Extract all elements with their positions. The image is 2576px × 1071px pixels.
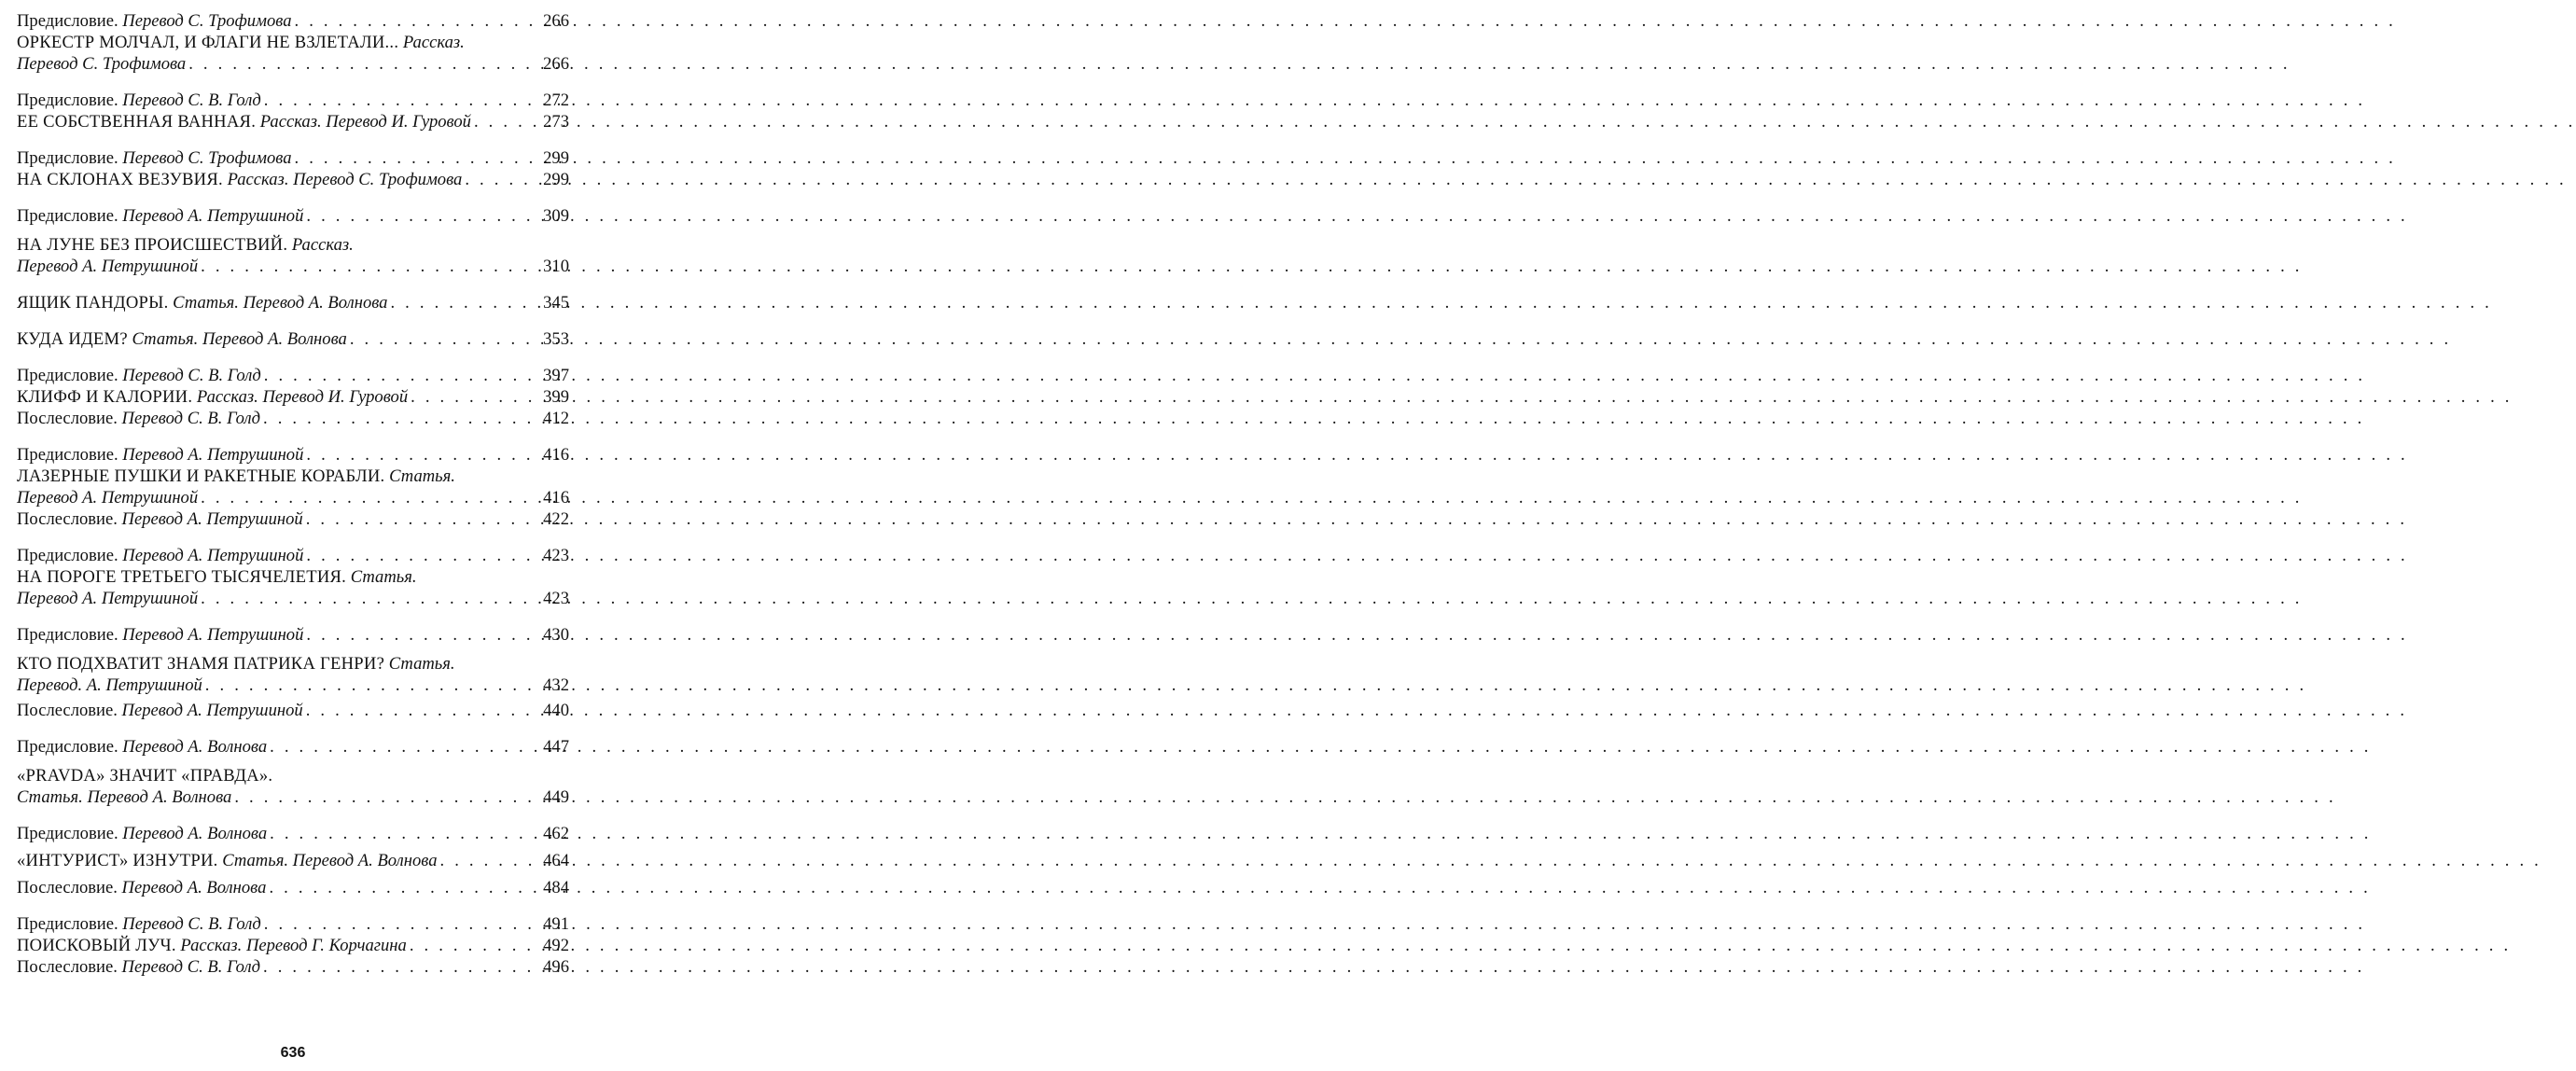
entry-page: 423 <box>543 546 569 565</box>
entry-label: Предисловие. <box>17 366 123 385</box>
toc-entry <box>17 823 569 844</box>
dot-leader <box>306 508 540 530</box>
entry-translator: Статья. Перевод А. Волнова <box>222 851 438 870</box>
entry-page: 299 <box>543 148 569 168</box>
entry-title: ЯЩИК ПАНДОРЫ. <box>17 293 169 313</box>
entry-title: НА СКЛОНАХ ВЕЗУВИЯ. <box>17 170 223 189</box>
entry-page: 266 <box>543 11 569 31</box>
toc-entry <box>17 169 569 190</box>
entry-page: 430 <box>543 625 569 645</box>
dot-leader <box>474 111 540 132</box>
toc-entry <box>17 508 569 530</box>
dot-leader <box>201 256 540 277</box>
entry-page: 345 <box>543 293 569 313</box>
toc-entry <box>17 545 569 566</box>
entry-label: Послесловие. <box>17 957 122 977</box>
toc-entry <box>17 786 569 808</box>
entry-translator: Перевод. А. Петрушиной <box>17 675 202 695</box>
entry-label: Послесловие. <box>17 509 122 529</box>
entry-page: 447 <box>543 737 569 757</box>
toc-entry <box>17 32 569 53</box>
dot-leader <box>440 850 541 871</box>
entry-translator: Перевод А. Петрушиной <box>122 546 304 565</box>
entry-translator: Статья. <box>389 466 455 486</box>
entry-translator: Перевод С. В. Голд <box>122 90 261 110</box>
entry-translator: Перевод С. В. Голд <box>122 366 261 385</box>
toc-entry <box>17 675 569 696</box>
toc-entry <box>17 935 569 956</box>
toc-entry <box>17 466 569 487</box>
toc-entry <box>17 111 569 132</box>
dot-leader <box>390 292 540 313</box>
toc-entry <box>17 365 569 386</box>
entry-title: КУДА ИДЕМ? <box>17 329 128 349</box>
toc-entry <box>17 653 569 675</box>
toc-entry <box>17 566 569 588</box>
entry-page: 449 <box>543 787 569 807</box>
entry-translator: Перевод А. Петрушиной <box>122 445 304 465</box>
dot-leader <box>306 700 540 721</box>
dot-leader <box>350 328 540 350</box>
entry-title: КТО ПОДХВАТИТ ЗНАМЯ ПАТРИКА ГЕНРИ? <box>17 654 385 674</box>
entry-page: 462 <box>543 824 569 843</box>
entry-page: 492 <box>543 936 569 955</box>
toc-entry <box>17 588 569 609</box>
toc-entry <box>17 444 569 466</box>
entry-translator: Рассказ. Перевод С. Трофимова <box>227 170 463 189</box>
entry-page: 432 <box>543 675 569 695</box>
dot-leader <box>264 365 540 386</box>
toc-entry <box>17 256 569 277</box>
entry-page: 299 <box>543 170 569 189</box>
entry-translator: Перевод С. Трофимова <box>122 11 292 31</box>
entry-translator: Перевод А. Петрушиной <box>17 488 199 508</box>
entry-label: Послесловие. <box>17 878 122 897</box>
entry-translator: Статья. Перевод А. Волнова <box>132 329 347 349</box>
entry-title: ОРКЕСТР МОЛЧАЛ, И ФЛАГИ НЕ ВЗЛЕТАЛИ... <box>17 33 399 52</box>
dot-leader <box>264 913 540 935</box>
entry-translator: Перевод А. Петрушиной <box>121 701 303 720</box>
entry-page: 440 <box>543 701 569 720</box>
dot-leader <box>201 588 540 609</box>
entry-translator: Перевод С. Трофимова <box>17 54 187 74</box>
dot-leader <box>306 545 540 566</box>
entry-label: Предисловие. <box>17 737 123 757</box>
entry-label: Предисловие. <box>17 206 123 226</box>
entry-label: Предисловие. <box>17 824 123 843</box>
dot-leader <box>270 736 540 758</box>
entry-page: 309 <box>543 206 569 226</box>
toc-entry <box>17 328 569 350</box>
entry-page: 412 <box>543 409 569 428</box>
entry-page: 496 <box>543 957 569 977</box>
dot-leader <box>269 877 540 898</box>
entry-translator: Статья. Перевод А. Волнова <box>173 293 388 313</box>
entry-title: «PRAVDA» ЗНАЧИТ «ПРАВДА». <box>17 766 273 786</box>
entry-title: ЛАЗЕРНЫЕ ПУШКИ И РАКЕТНЫЕ КОРАБЛИ. <box>17 466 385 486</box>
entry-translator: Перевод А. Петрушиной <box>121 509 303 529</box>
dot-leader <box>465 169 540 190</box>
dot-leader <box>264 90 540 111</box>
toc-entry <box>17 736 569 758</box>
dot-leader <box>411 386 540 408</box>
entry-translator: Перевод А. Петрушиной <box>17 257 199 276</box>
entry-page: 266 <box>543 54 569 74</box>
dot-leader <box>410 935 540 956</box>
entry-title: НА ПОРОГЕ ТРЕТЬЕГО ТЫСЯЧЕЛЕТИЯ. <box>17 567 347 587</box>
dot-leader <box>306 624 540 646</box>
entry-title: ЕЕ СОБСТВЕННАЯ ВАННАЯ. <box>17 112 257 132</box>
toc-entry <box>17 877 569 898</box>
entry-translator: Перевод С. Трофимова <box>122 148 292 168</box>
entry-page: 464 <box>543 851 569 870</box>
toc-entry <box>17 292 569 313</box>
dot-leader <box>295 10 541 32</box>
entry-title: НА ЛУНЕ БЕЗ ПРОИСШЕСТВИЙ. <box>17 235 288 255</box>
entry-page: 397 <box>543 366 569 385</box>
toc-entry <box>17 913 569 935</box>
entry-translator: Рассказ. <box>291 235 354 255</box>
toc-entry <box>17 147 569 169</box>
entry-translator: Перевод С. В. Голд <box>122 914 261 934</box>
entry-label: Предисловие. <box>17 11 123 31</box>
toc-entry <box>17 10 569 32</box>
dot-leader <box>188 53 540 75</box>
toc-entry <box>17 624 569 646</box>
entry-label: Предисловие. <box>17 445 123 465</box>
dot-leader <box>263 956 540 978</box>
toc-entry <box>17 234 569 256</box>
entry-translator: Статья. <box>388 654 455 674</box>
toc-entry <box>17 956 569 978</box>
toc-entry <box>17 408 569 429</box>
entry-page: 423 <box>543 589 569 608</box>
entry-translator: Перевод А. Петрушиной <box>122 206 304 226</box>
table-of-contents <box>17 10 569 978</box>
toc-entry <box>17 700 569 721</box>
toc-entry <box>17 765 569 786</box>
entry-title: ПОИСКОВЫЙ ЛУЧ. <box>17 936 176 955</box>
entry-title: КЛИФФ И КАЛОРИИ. <box>17 387 193 407</box>
entry-translator: Перевод С. В. Голд <box>121 957 261 977</box>
entry-label: Предисловие. <box>17 148 123 168</box>
entry-label: Послесловие. <box>17 701 122 720</box>
entry-translator: Рассказ. <box>402 33 465 52</box>
entry-translator: Рассказ. Перевод Г. Корчагина <box>180 936 407 955</box>
entry-label: Предисловие. <box>17 546 123 565</box>
entry-page: 484 <box>543 878 569 897</box>
toc-entry <box>17 53 569 75</box>
dot-leader <box>295 147 541 169</box>
toc-entry <box>17 90 569 111</box>
dot-leader <box>234 786 540 808</box>
entry-page: 310 <box>543 257 569 276</box>
dot-leader <box>306 205 540 227</box>
entry-label: Предисловие. <box>17 914 123 934</box>
entry-translator: Перевод А. Волнова <box>121 878 267 897</box>
entry-translator: Перевод А. Волнова <box>122 824 268 843</box>
entry-translator: Перевод А. Петрушиной <box>17 589 199 608</box>
entry-page: 273 <box>543 112 569 132</box>
entry-page: 399 <box>543 387 569 407</box>
entry-page: 491 <box>543 914 569 934</box>
entry-label: Предисловие. <box>17 625 123 645</box>
entry-title: «ИНТУРИСТ» ИЗНУТРИ. <box>17 851 218 870</box>
entry-page: 422 <box>543 509 569 529</box>
entry-translator: Статья. <box>350 567 417 587</box>
entry-page: 353 <box>543 329 569 349</box>
entry-page: 416 <box>543 445 569 465</box>
entry-label: Предисловие. <box>17 90 123 110</box>
entry-translator: Перевод С. В. Голд <box>121 409 261 428</box>
entry-translator: Рассказ. Перевод И. Гуровой <box>259 112 471 132</box>
toc-entry <box>17 487 569 508</box>
dot-leader <box>306 444 540 466</box>
entry-translator: Рассказ. Перевод И. Гуровой <box>196 387 409 407</box>
entry-translator: Перевод А. Волнова <box>122 737 268 757</box>
entry-page: 272 <box>543 90 569 110</box>
toc-entry <box>17 205 569 227</box>
dot-leader <box>205 675 540 696</box>
toc-entry <box>17 386 569 408</box>
dot-leader <box>270 823 540 844</box>
page-number: 636 <box>280 1045 306 1061</box>
toc-entry <box>17 850 569 871</box>
entry-translator: Перевод А. Петрушиной <box>122 625 304 645</box>
entry-translator: Статья. Перевод А. Волнова <box>17 787 232 807</box>
dot-leader <box>263 408 540 429</box>
entry-page: 416 <box>543 488 569 508</box>
dot-leader <box>201 487 540 508</box>
entry-label: Послесловие. <box>17 409 122 428</box>
